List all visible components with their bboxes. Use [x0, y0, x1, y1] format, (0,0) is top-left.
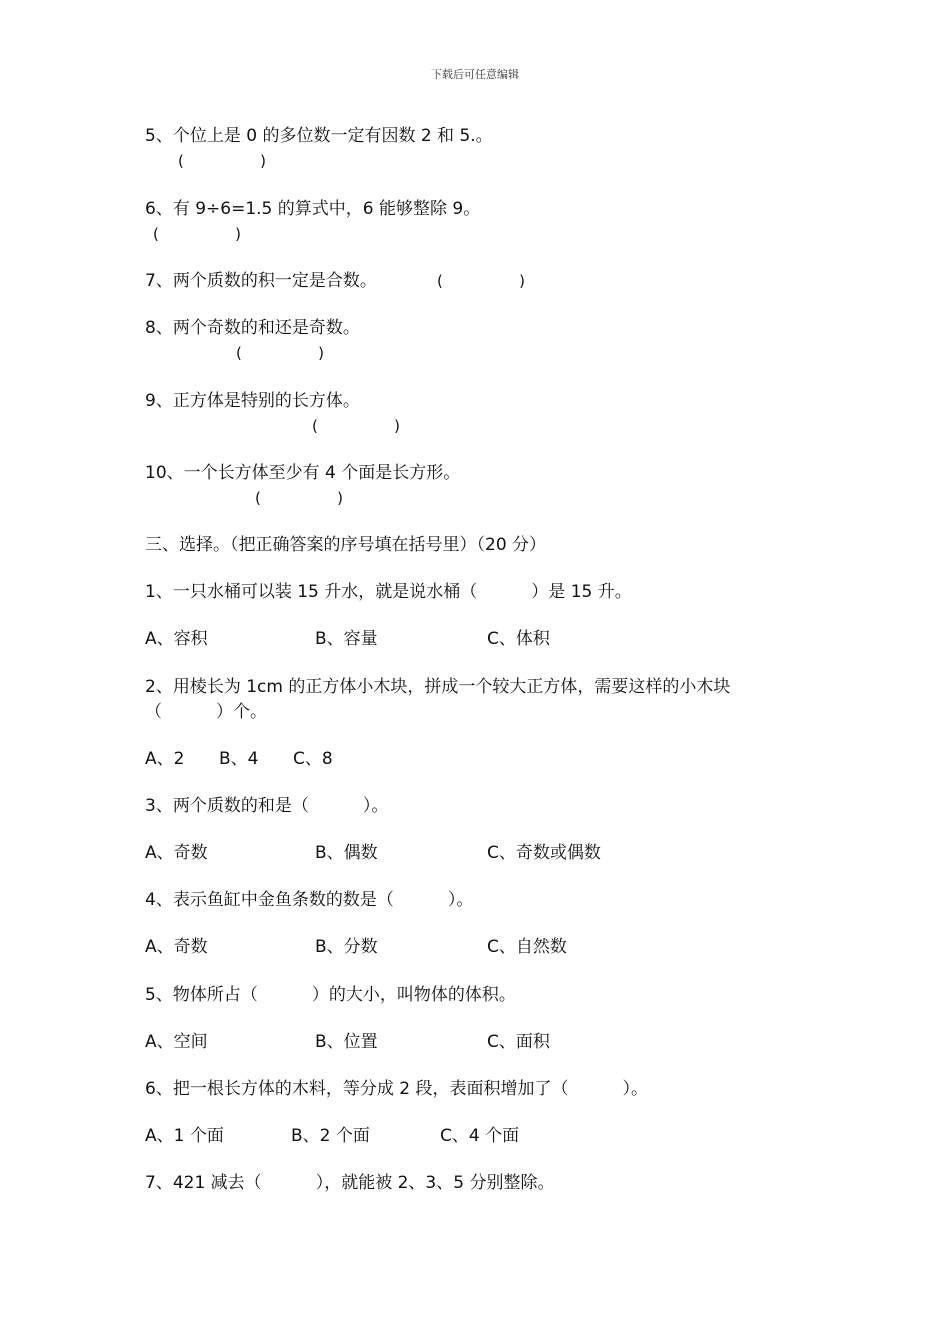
tf-answer-blank-9[interactable]: ( )	[312, 417, 400, 435]
mc6-option-c[interactable]: C、4 个面	[440, 1126, 520, 1146]
tf-question-7: 7、两个质数的积一定是合数。	[145, 271, 377, 291]
mc1-option-c[interactable]: C、体积	[487, 629, 550, 649]
mc2-option-a[interactable]: A、2	[145, 749, 185, 769]
tf-question-8: 8、两个奇数的和还是奇数。	[145, 318, 360, 338]
mc-question-1: 1、一只水桶可以装 15 升水，就是说水桶（ ）是 15 升。	[145, 582, 632, 602]
mc5-option-a[interactable]: A、空间	[145, 1032, 208, 1052]
mc2-option-c[interactable]: C、8	[293, 749, 333, 769]
mc-question-7: 7、421 减去（ ），就能被 2、3、5 分别整除。	[145, 1173, 555, 1193]
mc4-option-a[interactable]: A、奇数	[145, 937, 208, 957]
mc-question-6: 6、把一根长方体的木料，等分成 2 段，表面积增加了（ ）。	[145, 1079, 648, 1099]
tf-question-6: 6、有 9÷6=1.5 的算式中，6 能够整除 9。	[145, 199, 481, 219]
tf-question-10: 10、一个长方体至少有 4 个面是长方形。	[145, 463, 461, 483]
mc3-option-b[interactable]: B、偶数	[315, 843, 378, 863]
tf-question-5: 5、个位上是 0 的多位数一定有因数 2 和 5.。	[145, 126, 493, 146]
mc1-option-a[interactable]: A、容积	[145, 629, 208, 649]
mc-question-2-cont: （ ）个。	[145, 702, 268, 722]
mc3-option-c[interactable]: C、奇数或偶数	[487, 843, 601, 863]
mc-question-4: 4、表示鱼缸中金鱼条数的数是（ ）。	[145, 890, 474, 910]
mc5-option-b[interactable]: B、位置	[315, 1032, 378, 1052]
mc1-option-b[interactable]: B、容量	[315, 629, 378, 649]
mc2-option-b[interactable]: B、4	[219, 749, 259, 769]
tf-answer-blank-7[interactable]: ( )	[437, 272, 525, 290]
mc4-option-b[interactable]: B、分数	[315, 937, 378, 957]
mc-question-5: 5、物体所占（ ）的大小，叫物体的体积。	[145, 985, 516, 1005]
mc-question-3: 3、两个质数的和是（ ）。	[145, 796, 389, 816]
page-header: 下载后可任意编辑	[431, 68, 519, 81]
mc6-option-a[interactable]: A、1 个面	[145, 1126, 224, 1146]
tf-answer-blank-5[interactable]: ( )	[178, 152, 266, 170]
mc4-option-c[interactable]: C、自然数	[487, 937, 567, 957]
mc-question-2: 2、用棱长为 1cm 的正方体小木块，拼成一个较大正方体，需要这样的小木块	[145, 677, 731, 697]
tf-answer-blank-8[interactable]: ( )	[236, 344, 324, 362]
tf-answer-blank-6[interactable]: ( )	[153, 225, 241, 243]
mc6-option-b[interactable]: B、2 个面	[291, 1126, 370, 1146]
mc3-option-a[interactable]: A、奇数	[145, 843, 208, 863]
tf-answer-blank-10[interactable]: ( )	[255, 489, 343, 507]
section-three-heading: 三、选择。（把正确答案的序号填在括号里）（20 分）	[145, 535, 547, 555]
tf-question-9: 9、正方体是特别的长方体。	[145, 391, 360, 411]
mc5-option-c[interactable]: C、面积	[487, 1032, 550, 1052]
